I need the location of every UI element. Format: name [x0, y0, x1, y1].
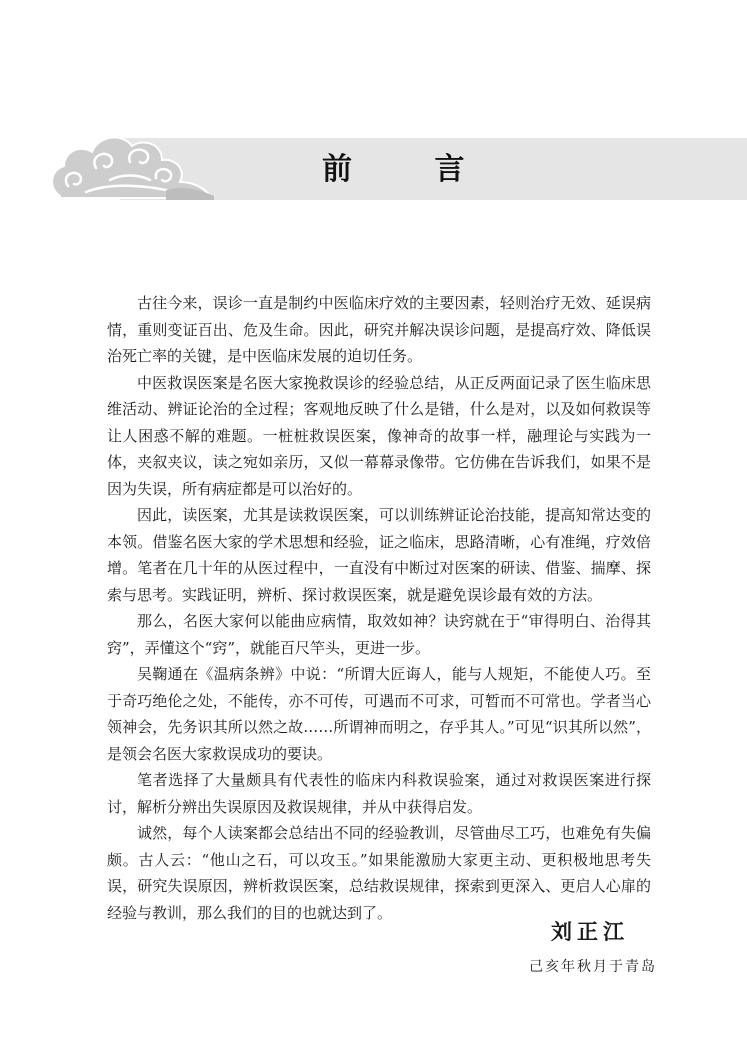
page-title: 前 言: [322, 152, 501, 187]
paragraph: 笔者选择了大量颇具有代表性的临床内科救误验案，通过对救误医案进行探讨，解析分辨出失误原因及救误规律，并从中获得启发。: [107, 771, 651, 816]
auspicious-cloud-icon: [46, 126, 216, 210]
paragraph: 吴鞠通在《温病条辨》中说：“所谓大匠诲人，能与人规矩，不能使人巧。至于奇巧绝伦之处，不能传，亦不可传，可遇而不可求，可暂而不可常也。学者当心领神会，先务识其所以然之故……所谓神而明之，存乎其人。”可见“识其所以然”，是领会名医大家救误成功的要诀。: [107, 665, 651, 763]
paragraph: 诚然，每个人读案都会总结出不同的经验教训，尽管曲尽工巧，也难免有失偏颇。古人云：“他山之石，可以攻玉。”如果能激励大家更主动、更积极地思考失误，研究失误原因，辨析救误医案，总结救误规律，探索到更深入、更启人心扉的经验与教训，那么我们的目的也就达到了。: [107, 824, 651, 922]
paragraph: 那么，名医大家何以能曲应病情，取效如神？诀窍就在于“审得明白、治得其窍”，弄懂这个“窍”，就能百尺竿头，更进一步。: [107, 612, 651, 657]
signature-date: 己亥年秋月于青岛: [529, 959, 657, 975]
author-signature: 刘正江: [551, 919, 629, 944]
paragraph: 因此，读医案，尤其是读救误医案，可以训练辨证论治技能，提高知常达变的本领。借鉴名医大家的学术思想和经验，证之临床，思路清晰，心有准绳，疗效倍增。笔者在几十年的从医过程中，一直没有中断过对医案的研读、借鉴、揣摩、探索与思考。实践证明，辨析、探讨救误医案，就是避免误诊最有效的方法。: [107, 506, 651, 604]
preface-body: [107, 290, 651, 926]
paragraph: 中医救误医案是名医大家挽救误诊的经验总结，从正反两面记录了医生临床思维活动、辨证论治的全过程；客观地反映了什么是错，什么是对，以及如何救误等让人困惑不解的难题。一桩桩救误医案，像神奇的故事一样，融理论与实践为一体，夹叙夹议，读之宛如亲历，又似一幕幕录像带。它仿佛在告诉我们，如果不是因为失误，所有病症都是可以治好的。: [107, 373, 651, 498]
paragraph: 古往今来，误诊一直是制约中医临床疗效的主要因素，轻则治疗无效、延误病情，重则变证百出、危及生命。因此，研究并解决误诊问题，是提高疗效、降低误治死亡率的关键，是中医临床发展的迫切任务。: [107, 294, 651, 365]
